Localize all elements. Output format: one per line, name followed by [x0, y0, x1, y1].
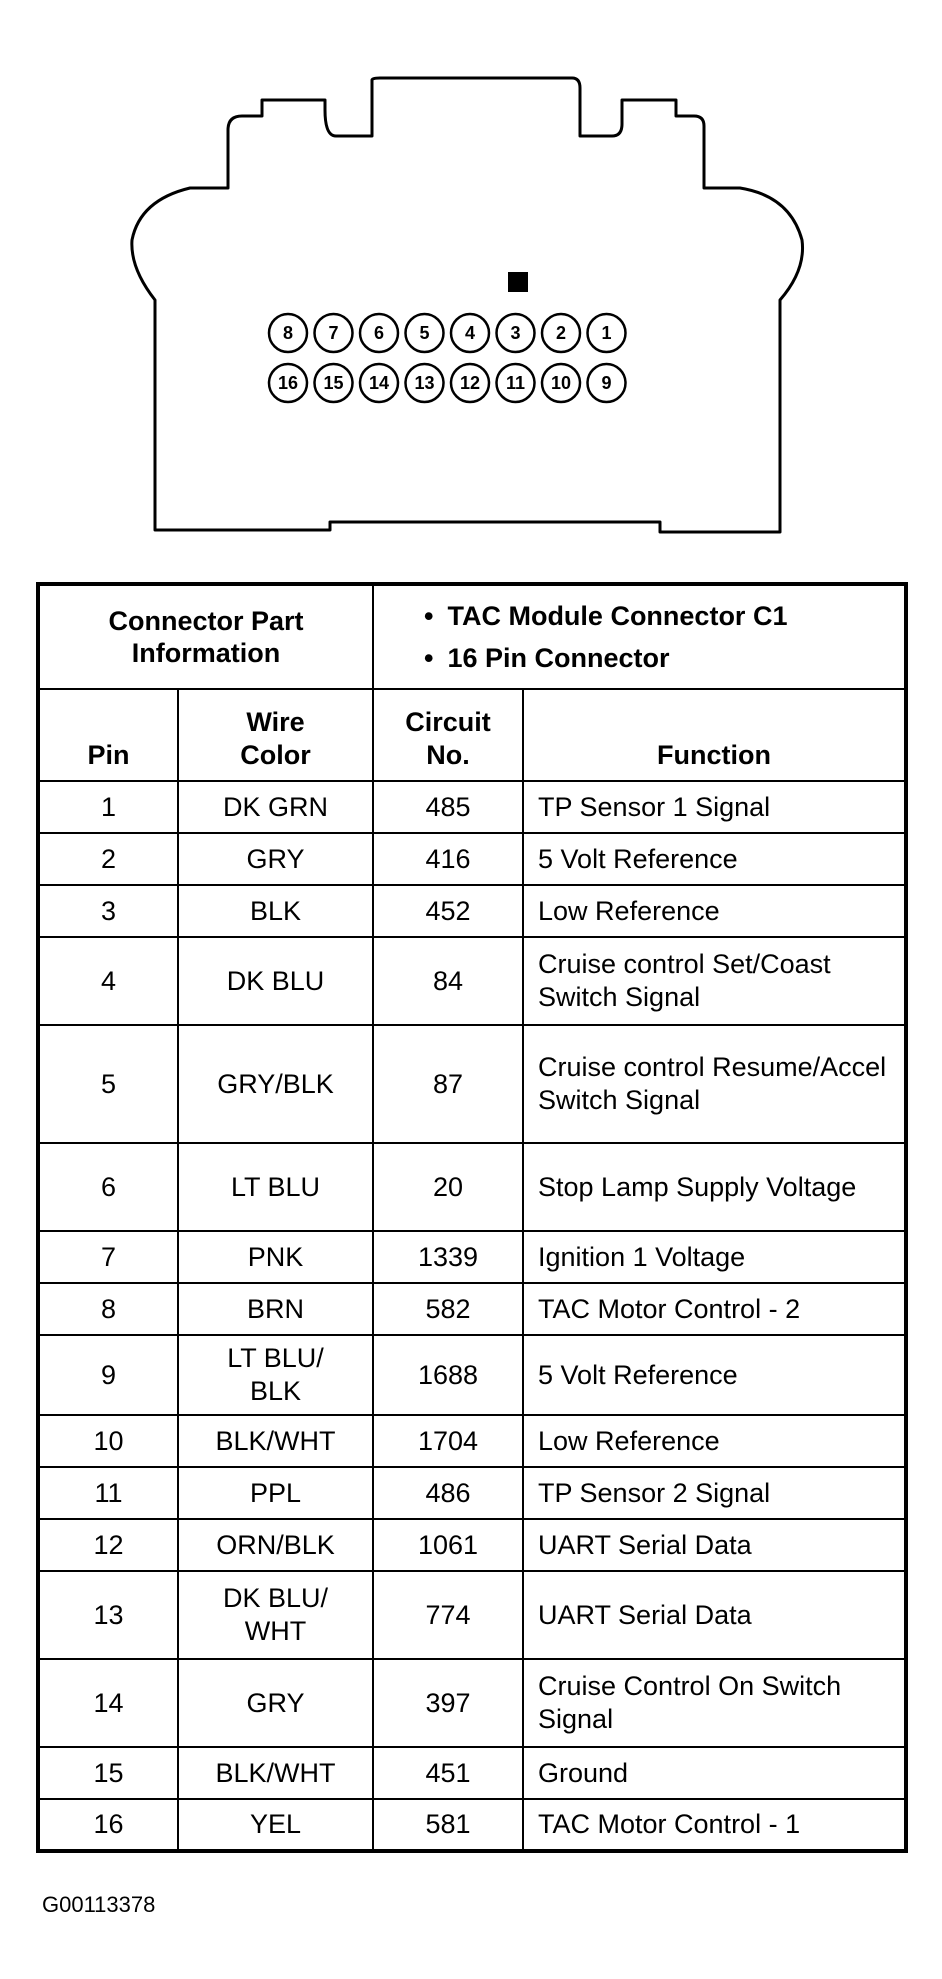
pin-cell: 1 — [38, 781, 178, 833]
pin-number-2: 2 — [555, 323, 567, 343]
wire-color-cell: DK BLU/ WHT — [178, 1571, 373, 1659]
circuit-no-cell: 581 — [373, 1799, 523, 1851]
pin-number-12: 12 — [459, 373, 481, 393]
connector-face-diagram — [0, 0, 942, 560]
col-header-function: Function — [523, 689, 906, 781]
pin-number-7: 7 — [328, 323, 339, 343]
wire-color-cell: PNK — [178, 1231, 373, 1283]
pin-cell: 6 — [38, 1143, 178, 1231]
circuit-no-cell: 87 — [373, 1025, 523, 1143]
wire-color-cell: DK BLU — [178, 937, 373, 1025]
pin-cell: 10 — [38, 1415, 178, 1467]
circuit-no-cell: 486 — [373, 1467, 523, 1519]
circuit-no-cell: 582 — [373, 1283, 523, 1335]
table-row — [38, 781, 906, 833]
pin-number-3: 3 — [510, 323, 521, 343]
table-row — [38, 1571, 906, 1659]
wire-color-cell: ORN/BLK — [178, 1519, 373, 1571]
circuit-no-cell: 20 — [373, 1143, 523, 1231]
table-row — [38, 1231, 906, 1283]
wire-color-cell: GRY — [178, 1659, 373, 1747]
pin-cell: 5 — [38, 1025, 178, 1143]
pin-number-1: 1 — [601, 323, 612, 343]
wire-color-cell: DK GRN — [178, 781, 373, 833]
table-row — [38, 833, 906, 885]
pin-number-11: 11 — [505, 373, 526, 393]
connector-pin-count: • 16 Pin Connector — [424, 637, 894, 679]
function-cell: 5 Volt Reference — [523, 1335, 906, 1415]
wire-color-cell: LT BLU — [178, 1143, 373, 1231]
function-cell: TP Sensor 2 Signal — [523, 1467, 906, 1519]
table-row — [38, 1415, 906, 1467]
table-row — [38, 1747, 906, 1799]
table-row — [38, 1143, 906, 1231]
wire-color-cell: BLK — [178, 885, 373, 937]
connector-pin-table — [36, 582, 908, 1853]
wire-color-cell: YEL — [178, 1799, 373, 1851]
circuit-no-cell: 84 — [373, 937, 523, 1025]
wire-color-cell: BRN — [178, 1283, 373, 1335]
part-info-header-row — [38, 584, 906, 689]
pin-cell: 15 — [38, 1747, 178, 1799]
column-header-row — [38, 689, 906, 781]
table-row — [38, 1025, 906, 1143]
function-cell: Stop Lamp Supply Voltage — [523, 1143, 906, 1231]
circuit-no-cell: 452 — [373, 885, 523, 937]
connector-info-bullets — [373, 584, 906, 689]
circuit-no-cell: 451 — [373, 1747, 523, 1799]
pin-number-6: 6 — [373, 323, 385, 343]
pin-number-15: 15 — [323, 373, 344, 393]
connector-housing-outline — [132, 78, 803, 532]
function-cell: 5 Volt Reference — [523, 833, 906, 885]
wire-color-cell: BLK/WHT — [178, 1415, 373, 1467]
function-cell: Ignition 1 Voltage — [523, 1231, 906, 1283]
pin-number-5: 5 — [419, 323, 430, 343]
pin-cell: 7 — [38, 1231, 178, 1283]
function-cell: Cruise control Set/Coast Switch Signal — [523, 937, 906, 1025]
function-cell: Cruise Control On Switch Signal — [523, 1659, 906, 1747]
function-cell: UART Serial Data — [523, 1519, 906, 1571]
table-row — [38, 1467, 906, 1519]
pin-number-16: 16 — [277, 373, 299, 393]
table-row — [38, 1799, 906, 1851]
circuit-no-cell: 397 — [373, 1659, 523, 1747]
pin-cell: 12 — [38, 1519, 178, 1571]
table-row — [38, 1335, 906, 1415]
pin-number-4: 4 — [464, 323, 476, 343]
pin-row-top — [269, 314, 626, 352]
function-cell: TP Sensor 1 Signal — [523, 781, 906, 833]
pin-number-13: 13 — [414, 373, 435, 393]
pin-number-14: 14 — [368, 373, 390, 393]
pin-number-10: 10 — [550, 373, 572, 393]
function-cell: Low Reference — [523, 885, 906, 937]
part-info-label: Connector Part Information — [38, 584, 373, 689]
col-header-wire-color: Wire Color — [178, 689, 373, 781]
pin-cell: 11 — [38, 1467, 178, 1519]
circuit-no-cell: 1704 — [373, 1415, 523, 1467]
circuit-no-cell: 1061 — [373, 1519, 523, 1571]
wire-color-cell: BLK/WHT — [178, 1747, 373, 1799]
wire-color-cell: GRY — [178, 833, 373, 885]
circuit-no-cell: 416 — [373, 833, 523, 885]
function-cell: UART Serial Data — [523, 1571, 906, 1659]
pin-cell: 16 — [38, 1799, 178, 1851]
table-row — [38, 1519, 906, 1571]
table-row — [38, 885, 906, 937]
table-row — [38, 937, 906, 1025]
pin-cell: 4 — [38, 937, 178, 1025]
pin-row-bottom — [269, 364, 626, 402]
wire-color-cell: GRY/BLK — [178, 1025, 373, 1143]
pin-cell: 13 — [38, 1571, 178, 1659]
connector-name: • TAC Module Connector C1 — [424, 595, 894, 637]
pin-cell: 14 — [38, 1659, 178, 1747]
circuit-no-cell: 1339 — [373, 1231, 523, 1283]
function-cell: Ground — [523, 1747, 906, 1799]
wire-color-cell: LT BLU/ BLK — [178, 1335, 373, 1415]
pin-number-8: 8 — [282, 323, 294, 343]
figure-id-label: G00113378 — [42, 1892, 156, 1917]
col-header-pin: Pin — [38, 689, 178, 781]
function-cell: TAC Motor Control - 2 — [523, 1283, 906, 1335]
pin-number-9: 9 — [601, 373, 612, 393]
pin-cell: 2 — [38, 833, 178, 885]
circuit-no-cell: 1688 — [373, 1335, 523, 1415]
function-cell: Low Reference — [523, 1415, 906, 1467]
pin-cell: 8 — [38, 1283, 178, 1335]
function-cell: Cruise control Resume/Accel Switch Signal — [523, 1025, 906, 1143]
table-row — [38, 1283, 906, 1335]
pin-cell: 9 — [38, 1335, 178, 1415]
col-header-circuit-no: Circuit No. — [373, 689, 523, 781]
circuit-no-cell: 774 — [373, 1571, 523, 1659]
pin-cell: 3 — [38, 885, 178, 937]
wire-color-cell: PPL — [178, 1467, 373, 1519]
function-cell: TAC Motor Control - 1 — [523, 1799, 906, 1851]
table-row — [38, 1659, 906, 1747]
circuit-no-cell: 485 — [373, 781, 523, 833]
pin1-key-marker — [508, 272, 528, 292]
